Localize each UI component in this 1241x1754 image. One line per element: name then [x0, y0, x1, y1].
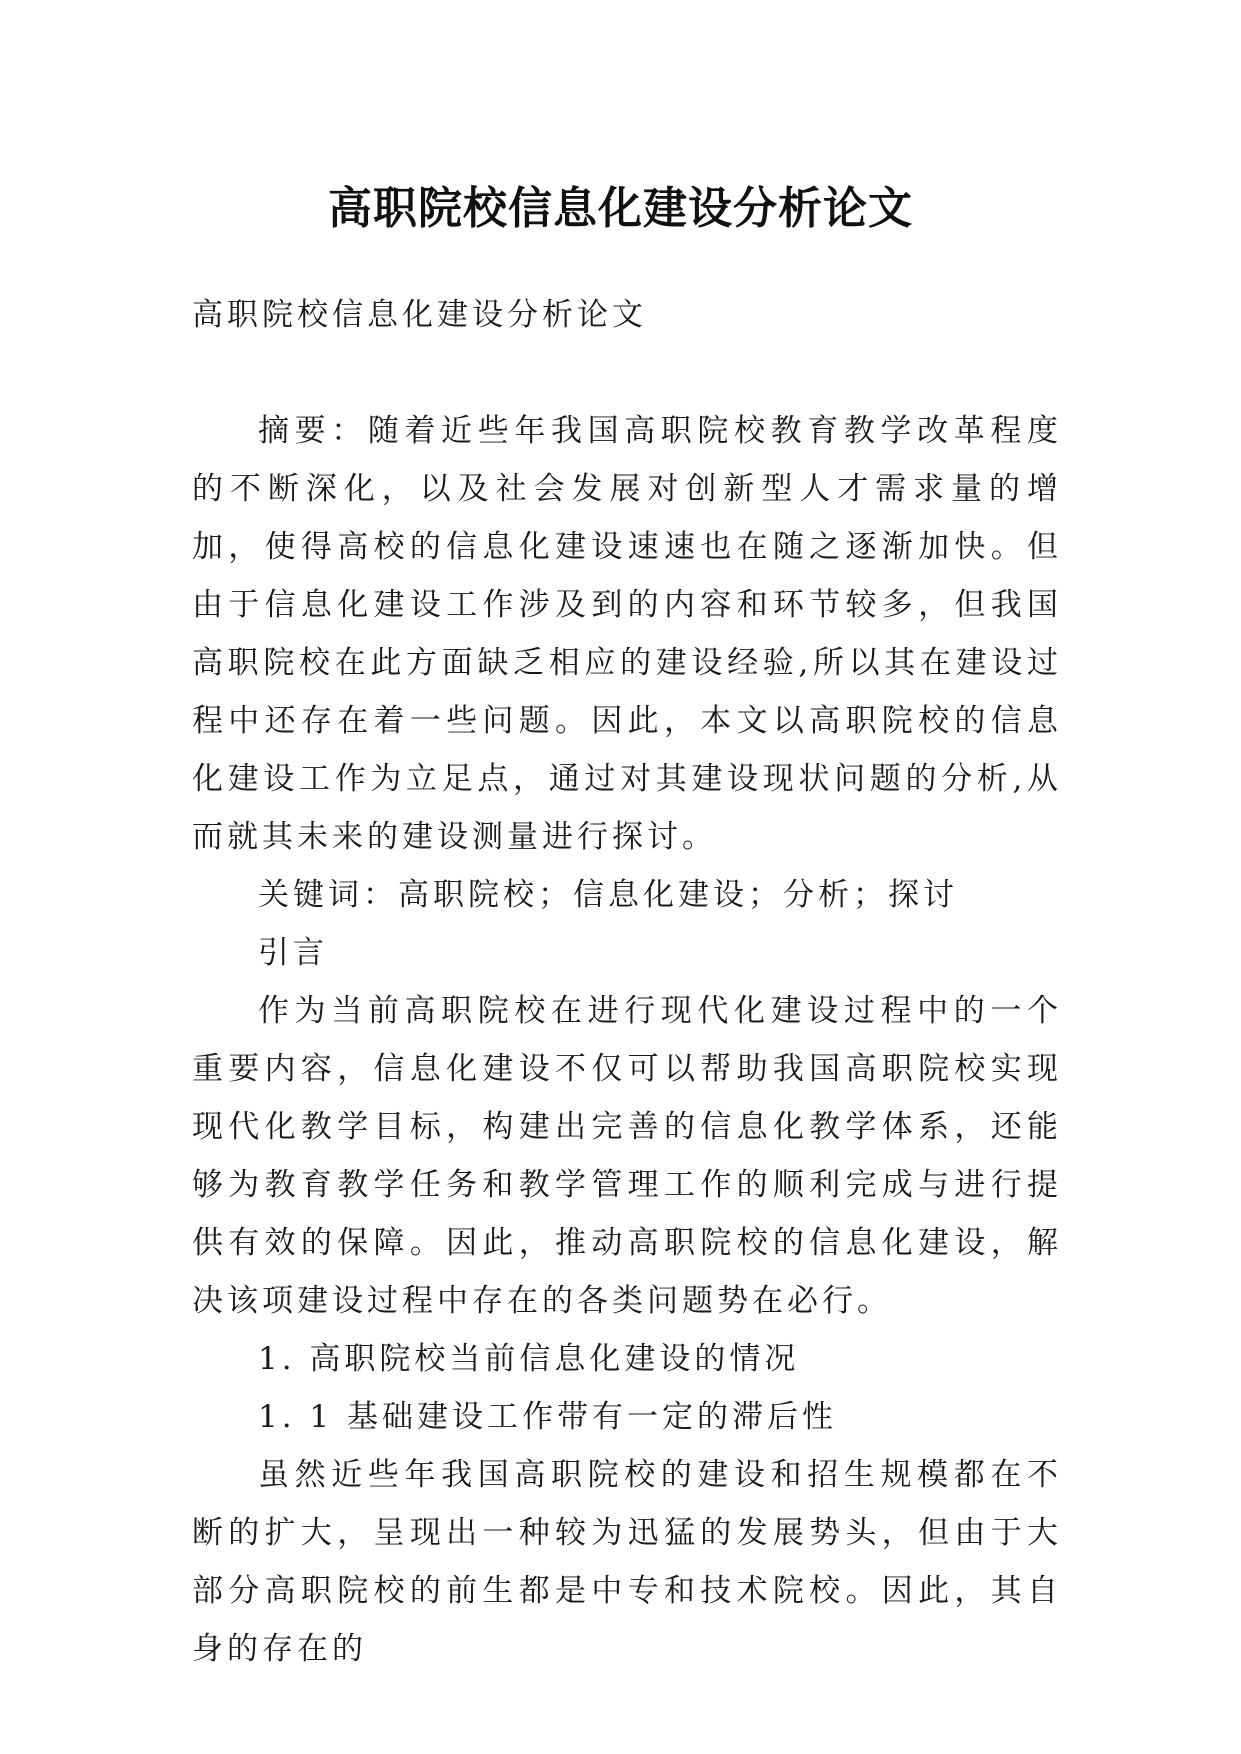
abstract-paragraph: 摘要：随着近些年我国高职院校教育教学改革程度的不断深化，以及社会发展对创新型人才需求量的增加，使得高校的信息化建设速速也在随之逐渐加快。但由于信息化建设工作涉及到的内容和环节较多，但我国高职院校在此方面缺乏相应的建设经验,所以其在建设过程中还存在着一些问题。因此，本文以高职院校的信息化建设工作为立足点，通过对其建设现状问题的分析,从而就其未来的建设测量进行探讨。	[192, 413, 1062, 855]
section-1-1-paragraph: 虽然近些年我国高职院校的建设和招生规模都在不断的扩大，呈现出一种较为迅猛的发展势头，但由于大部分高职院校的前生都是中专和技术院校。因此，其自身的存在的	[192, 1457, 1062, 1667]
intro-heading: 引言	[258, 935, 328, 971]
keywords-line: 关键词：高职院校；信息化建设；分析；探讨	[258, 877, 958, 913]
section-1-1-heading: 1. 1 基础建设工作带有一定的滞后性	[258, 1399, 838, 1435]
document-body	[192, 286, 1062, 1678]
section-1-heading: 1. 高职院校当前信息化建设的情况	[258, 1341, 800, 1377]
document-title: 高职院校信息化建设分析论文	[328, 183, 913, 235]
intro-paragraph: 作为当前高职院校在进行现代化建设过程中的一个重要内容，信息化建设不仅可以帮助我国高职院校实现现代化教学目标，构建出完善的信息化教学体系，还能够为教育教学任务和教学管理工作的顺利完成与进行提供有效的保障。因此，推动高职院校的信息化建设，解决该项建设过程中存在的各类问题势在必行。	[192, 993, 1062, 1319]
document-subtitle: 高职院校信息化建设分析论文	[192, 297, 647, 333]
